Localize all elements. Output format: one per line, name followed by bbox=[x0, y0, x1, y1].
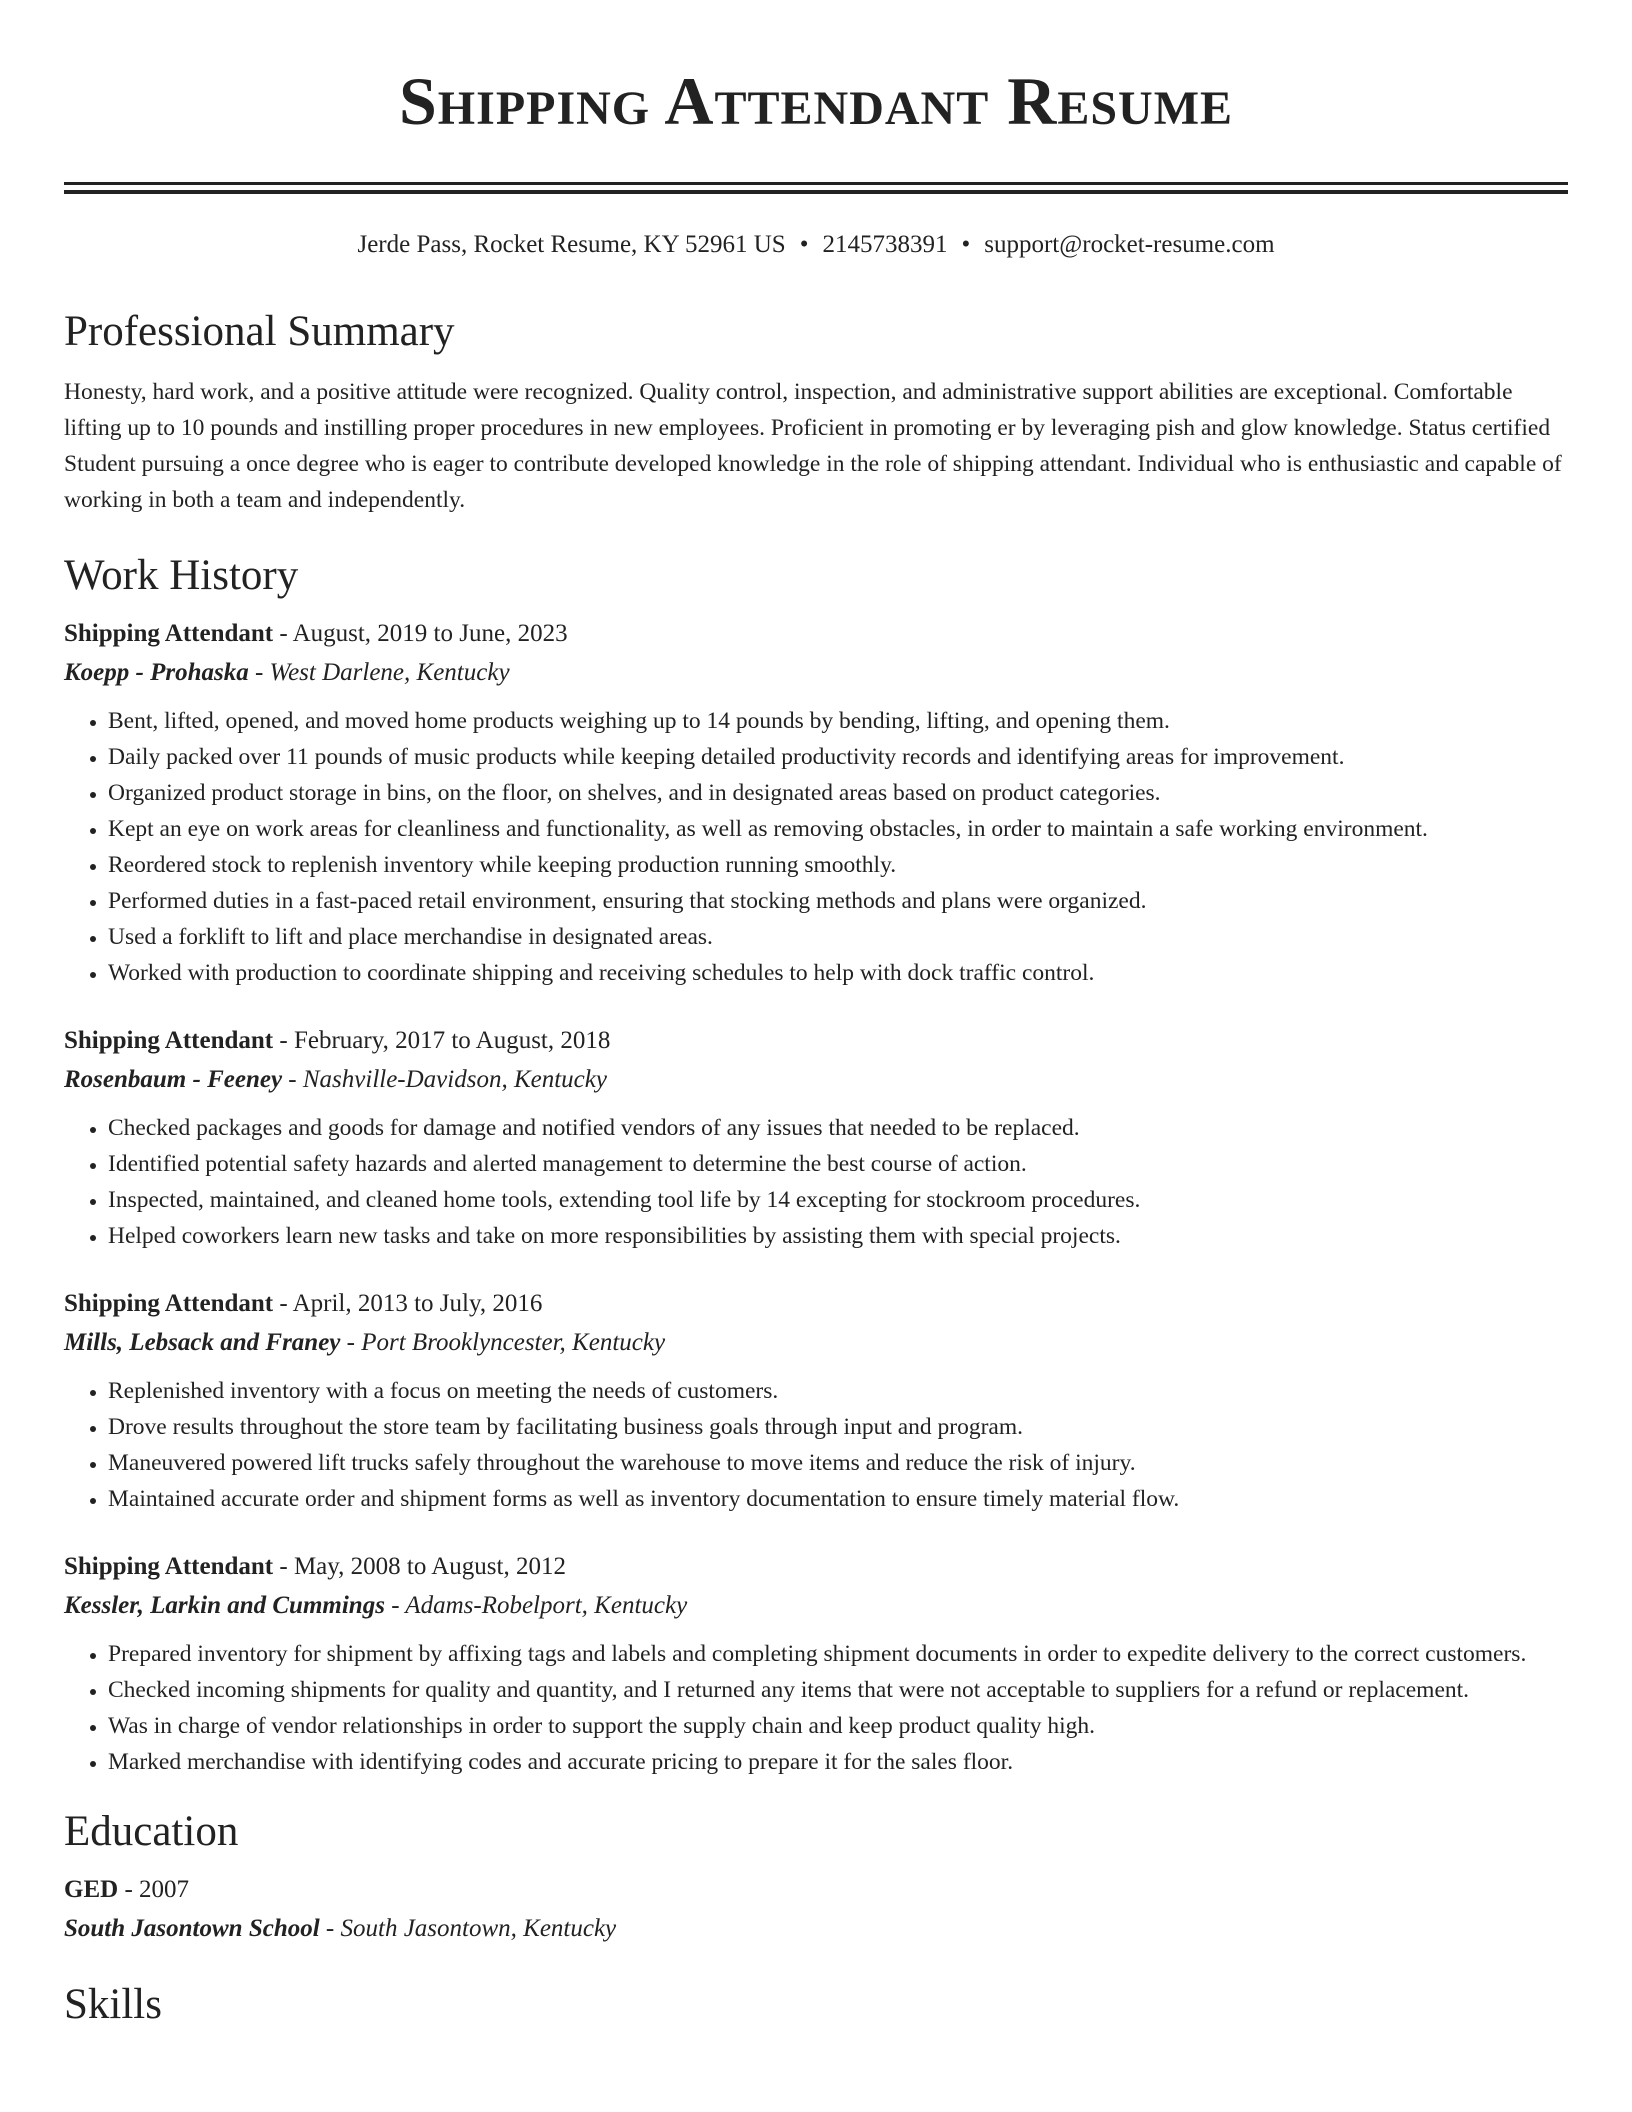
duty-item: • Performed duties in a fast-paced retail environment, ensuring that stocking methods and plans were organized. bbox=[108, 883, 1568, 919]
title-divider-bottom bbox=[64, 190, 1568, 194]
job-company-line bbox=[64, 1062, 1568, 1098]
job-location: - Nashville-Davidson, Kentucky bbox=[282, 1066, 607, 1093]
education-year: - 2007 bbox=[118, 1876, 190, 1903]
contact-address: Jerde Pass, Rocket Resume, KY 52961 US bbox=[357, 231, 786, 258]
duty-item: • Bent, lifted, opened, and moved home products weighing up to 14 pounds by bending, lifting, and opening them. bbox=[108, 703, 1568, 739]
duty-item: • Helped coworkers learn new tasks and take on more responsibilities by assisting them with special projects. bbox=[108, 1218, 1568, 1254]
job-company: Rosenbaum - Feeney bbox=[64, 1066, 283, 1093]
job-header bbox=[64, 616, 1568, 652]
education-school: South Jasontown School bbox=[64, 1915, 320, 1942]
education-school-line bbox=[64, 1911, 1568, 1947]
job-dates: - August, 2019 to June, 2023 bbox=[273, 620, 568, 647]
contact-line bbox=[64, 228, 1568, 262]
job-header bbox=[64, 1023, 1568, 1059]
job-company-line bbox=[64, 1588, 1568, 1624]
job-company-line bbox=[64, 1325, 1568, 1361]
duty-item: • Inspected, maintained, and cleaned home tools, extending tool life by 14 excepting for stockroom procedures. bbox=[108, 1182, 1568, 1218]
education-degree: GED bbox=[64, 1876, 119, 1903]
job-company: Kessler, Larkin and Cummings bbox=[64, 1592, 385, 1619]
resume-title: Shipping Attendant Resume bbox=[398, 63, 1234, 139]
job-dates: - May, 2008 to August, 2012 bbox=[273, 1553, 566, 1580]
duty-item: • Checked incoming shipments for quality and quantity, and I returned any items that were not acceptable to suppliers for a refund or replacement. bbox=[108, 1672, 1568, 1708]
job-title: Shipping Attendant bbox=[64, 1290, 274, 1317]
job-title: Shipping Attendant bbox=[64, 620, 274, 647]
duty-item: • Replenished inventory with a focus on meeting the needs of customers. bbox=[108, 1373, 1568, 1409]
contact-separator: • bbox=[961, 231, 971, 258]
job-company: Mills, Lebsack and Franey bbox=[64, 1329, 341, 1356]
job-dates: - February, 2017 to August, 2018 bbox=[273, 1027, 611, 1054]
job-entry bbox=[64, 1286, 1568, 1517]
duty-item: • Worked with production to coordinate shipping and receiving schedules to help with dock traffic control. bbox=[108, 955, 1568, 991]
job-title: Shipping Attendant bbox=[64, 1027, 274, 1054]
duty-item: • Organized product storage in bins, on the floor, on shelves, and in designated areas based on product categories. bbox=[108, 775, 1568, 811]
education-location: - South Jasontown, Kentucky bbox=[319, 1915, 617, 1942]
duty-item: • Identified potential safety hazards and alerted management to determine the best course of action. bbox=[108, 1146, 1568, 1182]
job-entry bbox=[64, 1549, 1568, 1780]
job-dates: - April, 2013 to July, 2016 bbox=[273, 1290, 543, 1317]
job-location: - Adams-Robelport, Kentucky bbox=[384, 1592, 688, 1619]
duty-item: • Maneuvered powered lift trucks safely throughout the warehouse to move items and reduce the risk of injury. bbox=[108, 1445, 1568, 1481]
job-title: Shipping Attendant bbox=[64, 1553, 274, 1580]
summary-heading: Professional Summary bbox=[64, 308, 455, 355]
work-history-heading: Work History bbox=[64, 552, 299, 599]
duty-item: • Reordered stock to replenish inventory while keeping production running smoothly. bbox=[108, 847, 1568, 883]
job-duties bbox=[64, 1636, 1568, 1780]
summary-text: Honesty, hard work, and a positive attitude were recognized. Quality control, inspection, and administrative support abilities are exceptional. Comfortable lifting up to 10 pounds and instilling proper procedures in new employees. Proficient in promoting er by leveraging pish and glow knowledge. Status certified Student pursuing a once degree who is eager to contribute developed knowledge in the role of shipping attendant. Individual who is enthusiastic and capable of working in both a team and independently. bbox=[64, 379, 1562, 513]
job-header bbox=[64, 1549, 1568, 1585]
education-degree-line bbox=[64, 1872, 1568, 1908]
contact-separator: • bbox=[799, 231, 809, 258]
duty-item: • Was in charge of vendor relationships in order to support the supply chain and keep product quality high. bbox=[108, 1708, 1568, 1744]
contact-email: support@rocket-resume.com bbox=[984, 231, 1275, 258]
duty-item: • Checked packages and goods for damage and notified vendors of any issues that needed to be replaced. bbox=[108, 1110, 1568, 1146]
job-company: Koepp - Prohaska bbox=[64, 659, 249, 686]
title-divider-top bbox=[64, 182, 1568, 185]
education-heading: Education bbox=[64, 1808, 239, 1855]
education-entry bbox=[64, 1872, 1568, 1947]
duty-item: • Maintained accurate order and shipment forms as well as inventory documentation to ensure timely material flow. bbox=[108, 1481, 1568, 1517]
duty-item: • Drove results throughout the store team by facilitating business goals through input and program. bbox=[108, 1409, 1568, 1445]
job-location: - West Darlene, Kentucky bbox=[248, 659, 510, 686]
job-duties bbox=[64, 1373, 1568, 1517]
job-location: - Port Brooklyncester, Kentucky bbox=[340, 1329, 666, 1356]
duty-item: • Daily packed over 11 pounds of music products while keeping detailed productivity records and identifying areas for improvement. bbox=[108, 739, 1568, 775]
job-duties bbox=[64, 703, 1568, 991]
duty-item: • Marked merchandise with identifying codes and accurate pricing to prepare it for the sales floor. bbox=[108, 1744, 1568, 1780]
job-duties bbox=[64, 1110, 1568, 1254]
skills-heading: Skills bbox=[64, 1981, 162, 2028]
job-entry bbox=[64, 1023, 1568, 1254]
duty-item: • Prepared inventory for shipment by affixing tags and labels and completing shipment documents in order to expedite delivery to the correct customers. bbox=[108, 1636, 1568, 1672]
duty-item: • Used a forklift to lift and place merchandise in designated areas. bbox=[108, 919, 1568, 955]
contact-phone: 2145738391 bbox=[822, 231, 948, 258]
job-header bbox=[64, 1286, 1568, 1322]
job-entry bbox=[64, 616, 1568, 991]
job-company-line bbox=[64, 655, 1568, 691]
duty-item: • Kept an eye on work areas for cleanliness and functionality, as well as removing obstacles, in order to maintain a safe working environment. bbox=[108, 811, 1568, 847]
